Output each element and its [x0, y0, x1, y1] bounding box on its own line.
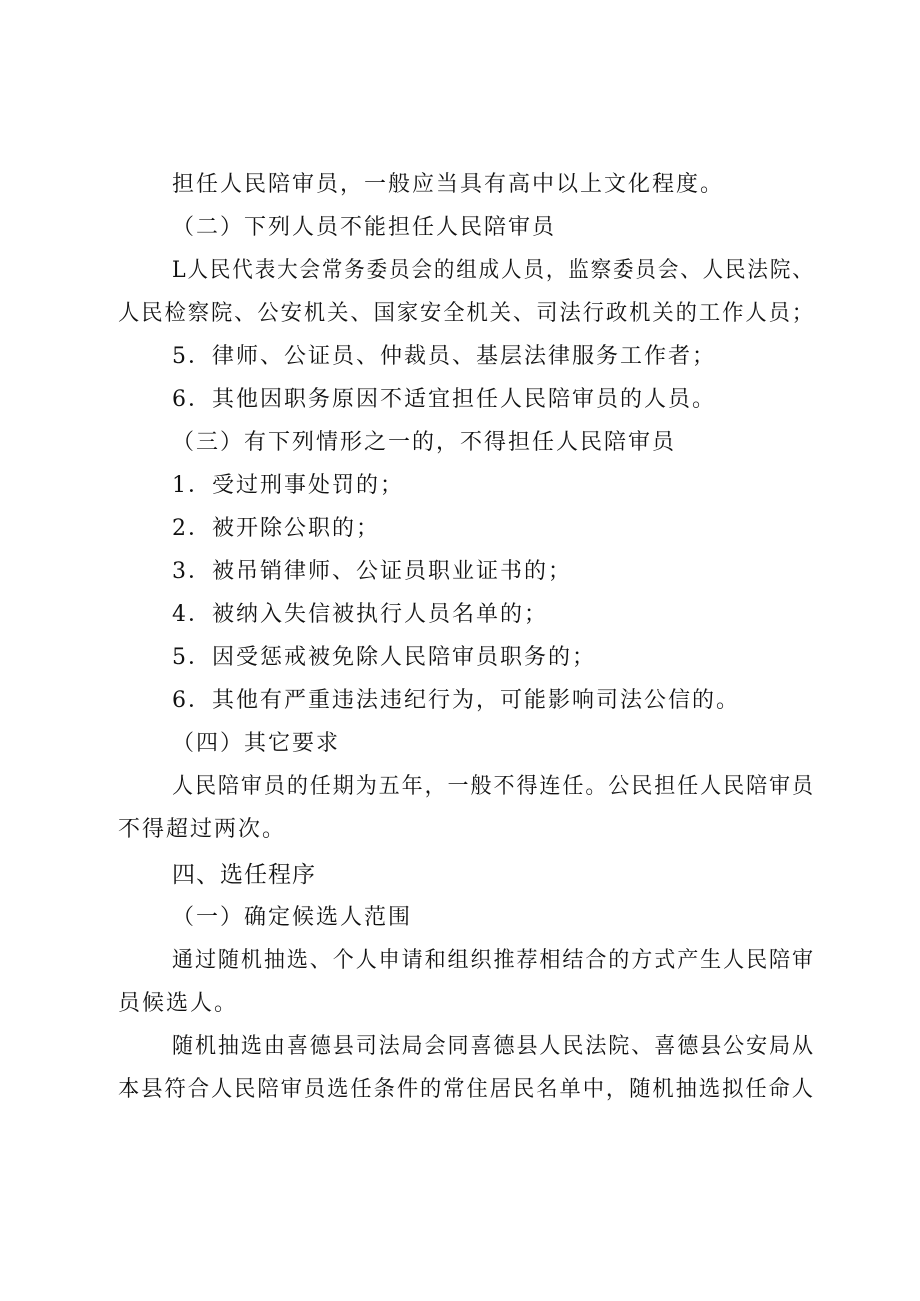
subsection-heading: （一）确定候选人范围 — [172, 905, 413, 930]
list-item: 3．被吊销律师、公证员职业证书的； — [172, 559, 572, 584]
subsection-heading: （四）其它要求 — [172, 731, 341, 756]
section-heading: 四、选任程序 — [172, 862, 316, 888]
list-item: 5．律师、公证员、仲裁员、基层法律服务工作者； — [172, 344, 716, 369]
paragraph-line: L人民代表大会常务委员会的组成人员，监察委员会、人民法院、 — [172, 258, 815, 283]
paragraph-line: 人民陪审员的任期为五年，一般不得连任。公民担任人民陪审员 — [172, 774, 815, 799]
list-item: 2．被开除公职的； — [172, 516, 380, 541]
paragraph-line: 员候选人。 — [118, 991, 239, 1016]
list-item: 6．其他因职务原因不适宜担任人民陪审员的人员。 — [172, 387, 716, 412]
paragraph-line: 通过随机抽选、个人申请和组织推荐相结合的方式产生人民陪审 — [172, 948, 815, 973]
paragraph-line: 随机抽选由喜德县司法局会同喜德县人民法院、喜德县公安局从 — [172, 1034, 815, 1059]
paragraph-line: 不得超过两次。 — [118, 817, 287, 842]
list-item: 6．其他有严重违法违纪行为，可能影响司法公信的。 — [172, 688, 740, 713]
list-item: 4．被纳入失信被执行人员名单的； — [172, 602, 548, 627]
paragraph-line: 担任人民陪审员，一般应当具有高中以上文化程度。 — [172, 172, 725, 197]
subsection-heading: （二）下列人员不能担任人民陪审员 — [172, 215, 557, 240]
paragraph-line: 本县符合人民陪审员选任条件的常住居民名单中，随机抽选拟任命人 — [118, 1077, 816, 1102]
list-item: 1．受过刑事处罚的； — [172, 473, 404, 498]
paragraph-line: 人民检察院、公安机关、国家安全机关、司法行政机关的工作人员； — [118, 301, 816, 326]
subsection-heading: （三）有下列情形之一的，不得担任人民陪审员 — [172, 430, 677, 455]
list-item: 5．因受惩戒被免除人民陪审员职务的； — [172, 645, 596, 670]
